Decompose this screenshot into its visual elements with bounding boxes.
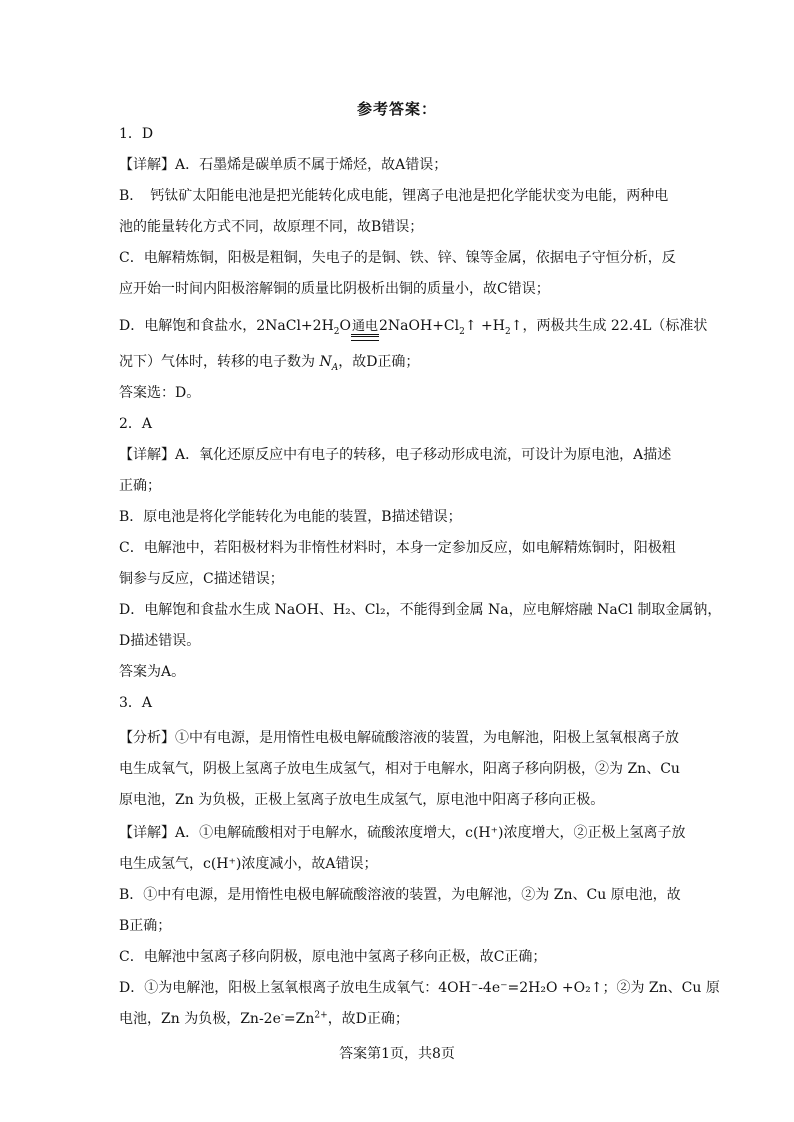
gas-arrow: ↑ — [510, 318, 523, 334]
q1-d2-prefix: 况下）气体时，转移的电子数为 — [119, 354, 320, 370]
q3-detail-d2 — [119, 1009, 409, 1029]
q3-detail-d1: D．①为电解池，阳极上氢氧根离子放电生成氧气：4OH⁻-4e⁻=2H₂O +O₂↑；②为 Zn、Cu 原 — [119, 980, 720, 996]
q3-analysis-3: 原电池，Zn 为负极，正极上氢离子放电生成氢气，原电池中阳离子移向正极。 — [119, 792, 605, 808]
q3-detail-b1: B．①中有电源，是用惰性电极电解硫酸溶液的装置，为电解池，②为 Zn、Cu 原电池，故 — [119, 887, 681, 903]
zinc-charge: 2+ — [314, 1010, 328, 1021]
q1-detail-a: 【详解】A．石墨烯是碳单质不属于烯烃，故A错误； — [119, 157, 448, 173]
q1-detail-d1 — [119, 316, 707, 337]
equation-right: 2NaOH+Cl — [379, 318, 460, 334]
q3-d2-prefix: 电池，Zn 为负极，Zn-2e — [119, 1011, 281, 1027]
q1-detail-c1: C．电解精炼铜，阳极是粗铜，失电子的是铜、铁、锌、镍等金属，依据电子守恒分析，反 — [119, 250, 676, 266]
equals-bars — [351, 334, 379, 341]
q1-detail-d2 — [119, 352, 419, 372]
avogadro-symbol: N — [319, 354, 332, 370]
equation-left: 2NaCl+2H — [256, 318, 334, 334]
q3-detail-c: C．电解池中氢离子移向阴极，原电池中氢离子移向正极，故C正确； — [119, 949, 547, 965]
q2-detail-d2: D描述错误。 — [119, 633, 201, 649]
q1-detail-b2: 池的能量转化方式不同，故原理不同，故B错误； — [119, 219, 424, 235]
q3-d2-suffix: ，故D正确； — [327, 1011, 409, 1027]
q3-d2-mid: =Zn — [283, 1011, 315, 1027]
q3-analysis-2: 电生成氧气，阴极上氢离子放电生成氢气，相对于电解水，阳离子移向阴极，②为 Zn、Cu — [119, 761, 680, 777]
q2-detail-b: B．原电池是将化学能转化为电能的装置，B描述错误； — [119, 509, 462, 525]
q1-detail-b1: B． 钙钛矿太阳能电池是把光能转化成电能，锂离子电池是把化学能状变为电能，两种电 — [119, 188, 669, 204]
equation-h: +H — [476, 318, 505, 334]
q1-answer: 答案选：D。 — [119, 385, 201, 401]
subscript-2: 2 — [333, 326, 340, 337]
q3-detail-a2: 电生成氢气，c(H⁺)浓度减小，故A错误； — [119, 856, 378, 872]
q2-detail-d1: D．电解饱和食盐水生成 NaOH、H₂、Cl₂，不能得到金属 Na，应电解熔融 NaCl 制取金属钠， — [119, 602, 722, 618]
q3-detail-b2: B正确； — [119, 918, 172, 934]
gas-arrow: ↑ — [464, 318, 477, 334]
q2-detail-a2: 正确； — [119, 478, 161, 494]
q3-number: 3．A — [119, 695, 153, 711]
q1-number: 1．D — [119, 126, 154, 142]
q2-number: 2．A — [119, 416, 153, 432]
page-footer: 答案第1页，共8页 — [339, 1046, 455, 1062]
q1-d2-suffix: ，故D正确； — [338, 354, 420, 370]
subscript-2: 2 — [459, 326, 465, 337]
reaction-condition — [351, 317, 379, 337]
q2-detail-a1: 【详解】A．氧化还原反应中有电子的转移，电子移动形成电流，可设计为原电池，A描述 — [119, 447, 672, 463]
electron-charge: - — [280, 1010, 284, 1021]
q2-answer: 答案为A。 — [119, 664, 186, 680]
avogadro-subscript: A — [331, 362, 339, 373]
q2-detail-c2: 铜参与反应，C描述错误； — [119, 571, 284, 587]
page-title: 参考答案： — [356, 100, 437, 118]
equation-o: O — [339, 318, 351, 334]
subscript-2: 2 — [505, 326, 511, 337]
q1-d1-suffix: ，两极共生成 22.4L（标准状 — [522, 318, 708, 334]
q3-analysis-1: 【分析】①中有电源，是用惰性电极电解硫酸溶液的装置，为电解池，阳极上氢氧根离子放 — [119, 730, 679, 746]
q2-detail-c1: C．电解池中，若阳极材料为非惰性材料时，本身一定参加反应，如电解精炼铜时，阳极粗 — [119, 540, 676, 556]
q1-detail-c2: 应开始一时间内阳极溶解铜的质量比阴极析出铜的质量小，故C错误； — [119, 281, 550, 297]
condition-text: 通电 — [352, 319, 379, 334]
q3-detail-a1: 【详解】A．①电解硫酸相对于电解水，硫酸浓度增大，c(H⁺)浓度增大，②正极上氢离子放 — [119, 825, 686, 841]
q1-d1-prefix: D．电解饱和食盐水， — [119, 318, 257, 334]
